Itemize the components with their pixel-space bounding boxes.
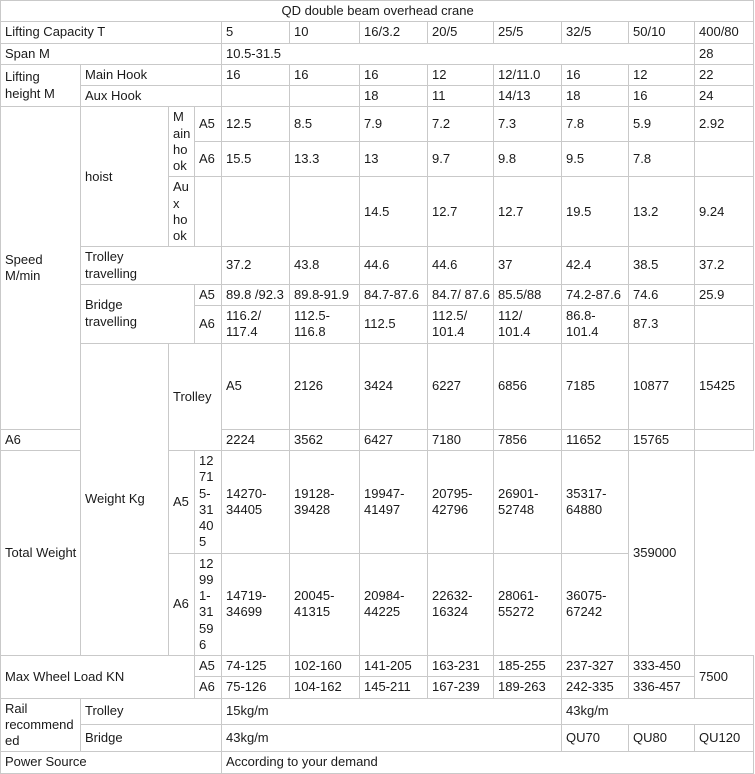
weight-trolley-a5-cell: 6227 (428, 343, 494, 429)
speed-hoist-main-a5-cell: 7.9 (360, 107, 428, 142)
capacity-cell: 16/3.2 (360, 22, 428, 43)
weight-total-overall-cell: 359000 (629, 451, 695, 656)
speed-hoist-main-a6-cell: 7.8 (629, 142, 695, 177)
lifting-height-aux-cell: 14/13 (494, 86, 562, 107)
row-label-weight-trolley: Trolley (169, 343, 222, 451)
row-label-rail-recommended (1, 698, 81, 752)
power-source-value-cell: According to your demand (222, 752, 754, 773)
speed-bridge-a5-cell: 89.8 /92.3 (222, 284, 290, 305)
duty-label-a5: A5 (222, 343, 290, 429)
row-label-total-weight: Total Weight (1, 451, 169, 656)
row-label-aux-hook: Aux Hook (81, 86, 222, 107)
rail-label-line2: recommended (5, 716, 74, 748)
max-wheel-load-a6-cell: 145-211 (360, 677, 428, 698)
weight-trolley-a6-cell (695, 429, 754, 450)
speed-bridge-a5-cell: 74.2-87.6 (562, 284, 629, 305)
row-label-lifting-height (1, 64, 81, 107)
max-wheel-load-a6-cell: 167-239 (428, 677, 494, 698)
span-row (1, 43, 754, 64)
page-title: QD double beam overhead crane (1, 1, 754, 22)
speed-hoist-main-a6-cell: 13 (360, 142, 428, 177)
duty-label-a6: A6 (169, 553, 195, 656)
speed-hoist-main-a5-cell: 8.5 (290, 107, 360, 142)
duty-label-a5: A5 (195, 656, 222, 677)
speed-trolley-cell: 43.8 (290, 247, 360, 285)
weight-total-a5-cell: 35317-64880 (562, 451, 629, 554)
speed-hoist-main-a6-cell: 9.7 (428, 142, 494, 177)
speed-bridge-a6-cell: 112/ 101.4 (494, 306, 562, 344)
rail-bridge-qu80-cell: QU80 (629, 725, 695, 752)
speed-bridge-a6-cell: 86.8-101.4 (562, 306, 629, 344)
rail-trolley-right-cell: 43kg/m (562, 698, 754, 725)
weight-trolley-a6-cell: 2224 (222, 429, 290, 450)
hoist-aux-label-line1: Aux (173, 179, 189, 211)
row-label-rail-bridge: Bridge (81, 725, 222, 752)
row-label-speed (1, 107, 81, 430)
weight-trolley-a5-cell: 7185 (562, 343, 629, 429)
rail-trolley-left-cell: 15kg/m (222, 698, 562, 725)
capacity-cell: 32/5 (562, 22, 629, 43)
speed-bridge-a6-cell: 87.3 (629, 306, 695, 344)
speed-hoist-main-a5-cell: 12.5 (222, 107, 290, 142)
weight-total-a5-cell: 19128-39428 (290, 451, 360, 554)
duty-label-a6: A6 (195, 306, 222, 344)
speed-hoist-main-a6-cell: 9.5 (562, 142, 629, 177)
speed-label-line1: Speed (5, 251, 43, 267)
speed-hoist-main-a5-cell: 2.92 (695, 107, 754, 142)
row-label-lifting-capacity: Lifting Capacity T (1, 22, 222, 43)
bridge-travelling-label-line1: Bridge (85, 297, 123, 313)
span-range-cell: 10.5-31.5 (222, 43, 695, 64)
speed-bridge-a6-cell: 112.5 (360, 306, 428, 344)
max-wheel-load-a5-cell: 163-231 (428, 656, 494, 677)
hoist-aux-label-line2: hook (173, 211, 188, 243)
capacity-cell: 20/5 (428, 22, 494, 43)
rail-bridge-row (1, 725, 754, 752)
speed-bridge-a6-cell: 112.5/ 101.4 (428, 306, 494, 344)
span-last-cell: 28 (695, 43, 754, 64)
rail-bridge-qu120-cell: QU120 (695, 725, 754, 752)
duty-label-a6: A6 (1, 429, 81, 450)
weight-total-a6-cell: 12991-31596 (195, 553, 222, 656)
speed-bridge-a5-cell: 84.7-87.6 (360, 284, 428, 305)
duty-label-a5: A5 (195, 107, 222, 142)
speed-trolley-cell: 44.6 (428, 247, 494, 285)
row-label-max-wheel-load: Max Wheel Load KN (1, 656, 195, 699)
capacity-cell: 400/80 (695, 22, 754, 43)
row-label-rail-trolley: Trolley (81, 698, 222, 725)
speed-trolley-cell: 38.5 (629, 247, 695, 285)
lifting-height-main-cell: 16 (360, 64, 428, 85)
trolley-travelling-label-line2: travelling (85, 265, 138, 281)
speed-hoist-main-a6-cell: 9.8 (494, 142, 562, 177)
speed-hoist-main-a5-cell: 7.2 (428, 107, 494, 142)
max-wheel-load-a5-cell: 333-450 (629, 656, 695, 677)
capacity-cell: 10 (290, 22, 360, 43)
speed-hoist-aux-cell: 13.2 (629, 177, 695, 247)
row-label-power-source: Power Source (1, 752, 222, 773)
weight-trolley-a6-cell: 7856 (494, 429, 562, 450)
speed-trolley-cell: 37.2 (222, 247, 290, 285)
weight-trolley-a5-cell: 6856 (494, 343, 562, 429)
speed-bridge-a6-cell (695, 306, 754, 344)
speed-trolley-cell: 37.2 (695, 247, 754, 285)
weight-total-a5-cell: 12715-31405 (195, 451, 222, 554)
weight-trolley-a5-cell: 3424 (360, 343, 428, 429)
row-label-weight: Weight Kg (81, 343, 169, 656)
speed-hoist-aux-cell: 14.5 (360, 177, 428, 247)
max-wheel-load-a6-cell: 189-263 (494, 677, 562, 698)
duty-label-a5: A5 (195, 284, 222, 305)
row-label-hoist-aux-hook (169, 177, 195, 247)
capacity-cell: 25/5 (494, 22, 562, 43)
lifting-height-main-cell: 12 (629, 64, 695, 85)
speed-hoist-aux-cell (222, 177, 290, 247)
rail-bridge-left-cell: 43kg/m (222, 725, 562, 752)
lifting-height-main-cell: 16 (222, 64, 290, 85)
row-label-hoist-main-hook (169, 107, 195, 177)
duty-label-a5: A5 (169, 451, 195, 554)
speed-hoist-main-a6-cell (695, 142, 754, 177)
lifting-height-main-cell: 22 (695, 64, 754, 85)
speed-bridge-a5-cell: 74.6 (629, 284, 695, 305)
speed-hoist-aux-cell: 12.7 (494, 177, 562, 247)
weight-total-a5-cell: 20795-42796 (428, 451, 494, 554)
speed-bridge-a5-cell: 85.5/88 (494, 284, 562, 305)
speed-hoist-aux-cell: 19.5 (562, 177, 629, 247)
speed-bridge-a5-cell: 84.7/ 87.6 (428, 284, 494, 305)
lifting-height-aux-cell (222, 86, 290, 107)
duty-label-a6: A6 (195, 142, 222, 177)
lifting-height-main-cell: 12 (428, 64, 494, 85)
max-wheel-load-overall-cell: 7500 (695, 656, 754, 699)
lifting-height-aux-cell: 18 (360, 86, 428, 107)
speed-trolley-cell: 42.4 (562, 247, 629, 285)
weight-trolley-a6-cell: 15765 (629, 429, 695, 450)
weight-total-a6-cell: 20045-41315 (290, 553, 360, 656)
hoist-main-label-line2: hook (173, 141, 188, 173)
row-label-hoist: hoist (81, 107, 169, 247)
weight-total-a5-cell: 14270-34405 (222, 451, 290, 554)
weight-total-a6-cell: 14719-34699 (222, 553, 290, 656)
weight-total-a6-cell: 28061-55272 (494, 553, 562, 656)
lifting-height-main-cell: 12/11.0 (494, 64, 562, 85)
weight-trolley-a6-cell: 7180 (428, 429, 494, 450)
table-title-row (1, 1, 754, 22)
max-wheel-load-a5-cell: 141-205 (360, 656, 428, 677)
lifting-height-aux-cell: 16 (629, 86, 695, 107)
weight-trolley-a5-cell: 10877 (629, 343, 695, 429)
weight-trolley-a5-row (1, 343, 754, 429)
lifting-height-aux-cell: 18 (562, 86, 629, 107)
capacity-cell: 5 (222, 22, 290, 43)
lifting-height-main-cell: 16 (290, 64, 360, 85)
lifting-height-label-line2: height M (5, 85, 55, 101)
weight-trolley-a5-cell: 2126 (290, 343, 360, 429)
lifting-capacity-row (1, 22, 754, 43)
max-wheel-load-a5-row (1, 656, 754, 677)
lifting-height-main-cell: 16 (562, 64, 629, 85)
max-wheel-load-a5-cell: 74-125 (222, 656, 290, 677)
row-label-trolley-travelling (81, 247, 222, 285)
speed-hoist-main-a5-cell: 7.3 (494, 107, 562, 142)
weight-trolley-a6-cell: 6427 (360, 429, 428, 450)
weight-total-a5-cell: 26901-52748 (494, 451, 562, 554)
speed-hoist-main-a5-cell: 7.8 (562, 107, 629, 142)
power-source-row (1, 752, 754, 773)
speed-hoist-main-a6-cell: 15.5 (222, 142, 290, 177)
speed-bridge-a6-cell: 112.5-116.8 (290, 306, 360, 344)
bridge-travelling-label-line2: travelling (85, 313, 138, 329)
lifting-height-label-line1: Lifting (5, 69, 40, 85)
speed-trolley-travelling-row (1, 247, 754, 285)
capacity-cell: 50/10 (629, 22, 695, 43)
weight-total-a6-cell: 36075-67242 (562, 553, 629, 656)
max-wheel-load-a6-cell: 336-457 (629, 677, 695, 698)
speed-trolley-cell: 37 (494, 247, 562, 285)
weight-trolley-a6-cell: 3562 (290, 429, 360, 450)
speed-bridge-a6-cell: 116.2/ 117.4 (222, 306, 290, 344)
duty-label-empty (195, 177, 222, 247)
rail-trolley-row (1, 698, 754, 725)
lifting-height-aux-cell (290, 86, 360, 107)
duty-label-a6: A6 (195, 677, 222, 698)
speed-bridge-a5-row (1, 284, 754, 305)
max-wheel-load-a5-cell: 102-160 (290, 656, 360, 677)
max-wheel-load-a6-cell: 75-126 (222, 677, 290, 698)
speed-bridge-a5-cell: 25.9 (695, 284, 754, 305)
weight-total-a6-cell: 22632-16324 (428, 553, 494, 656)
lifting-height-aux-cell: 24 (695, 86, 754, 107)
speed-hoist-main-a5-cell: 5.9 (629, 107, 695, 142)
trolley-travelling-label-line1: Trolley (85, 249, 124, 265)
speed-hoist-aux-cell: 9.24 (695, 177, 754, 247)
weight-total-a6-cell: 20984-44225 (360, 553, 428, 656)
row-label-bridge-travelling (81, 284, 195, 343)
max-wheel-load-a5-cell: 237-327 (562, 656, 629, 677)
weight-total-a5-cell: 19947-41497 (360, 451, 428, 554)
max-wheel-load-a6-cell: 104-162 (290, 677, 360, 698)
max-wheel-load-a6-cell: 242-335 (562, 677, 629, 698)
speed-bridge-a5-cell: 89.8-91.9 (290, 284, 360, 305)
speed-hoist-main-a6-cell: 13.3 (290, 142, 360, 177)
speed-hoist-aux-cell (290, 177, 360, 247)
row-label-main-hook: Main Hook (81, 64, 222, 85)
speed-hoist-aux-cell: 12.7 (428, 177, 494, 247)
weight-trolley-a5-cell: 15425 (695, 343, 754, 429)
speed-hoist-main-a5-row (1, 107, 754, 142)
speed-trolley-cell: 44.6 (360, 247, 428, 285)
weight-trolley-a6-cell: 11652 (562, 429, 629, 450)
lifting-height-aux-row (1, 86, 754, 107)
rail-bridge-qu70-cell: QU70 (562, 725, 629, 752)
max-wheel-load-a5-cell: 185-255 (494, 656, 562, 677)
speed-label-line2: M/min (5, 268, 41, 283)
lifting-height-main-row (1, 64, 754, 85)
lifting-height-aux-cell: 11 (428, 86, 494, 107)
hoist-main-label-line1: Main (173, 109, 191, 141)
row-label-span: Span M (1, 43, 222, 64)
rail-label-line1: Rail (5, 700, 28, 716)
